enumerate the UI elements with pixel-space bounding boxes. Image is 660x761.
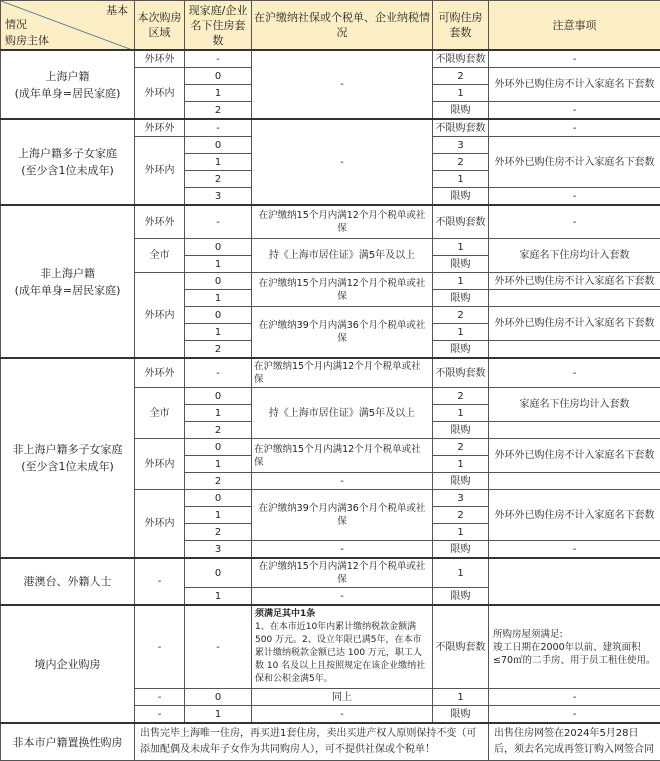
subject-line: (至少含1位未成年) — [3, 458, 132, 475]
header-subject: 购房主体 — [5, 33, 49, 48]
notes-cell: - — [489, 119, 660, 137]
area-cell: 外环内 — [135, 137, 185, 206]
allowed-cell: 不限购套数 — [433, 119, 489, 137]
allowed-cell: 限购 — [433, 341, 489, 359]
allowed-cell: 限购 — [433, 422, 489, 439]
count-cell: 0 — [185, 689, 252, 706]
allowed-cell: 限购 — [433, 290, 489, 307]
area-cell: 全市 — [135, 239, 185, 273]
allowed-cell: 1 — [433, 171, 489, 188]
count-cell: 1 — [185, 507, 252, 524]
table-row — [1, 605, 660, 689]
count-cell: 1 — [185, 154, 252, 171]
area-cell: - — [135, 689, 185, 706]
tax-cell: - — [252, 588, 433, 606]
requirements-body: 1、在本市近10年内累计缴纳税款金额满 500 万元。2、设立年限已满5年，在本市累计缴纳税款金额已达 100 万元，职工人数 10 名及以上且按照规定在该企业缴纳社保和公积金满5年。 — [255, 622, 425, 684]
tax-cell: - — [252, 119, 433, 205]
allowed-cell: 2 — [433, 154, 489, 171]
count-cell: 1 — [185, 85, 252, 102]
allowed-cell: 1 — [433, 239, 489, 256]
allowed-cell: 限购 — [433, 706, 489, 724]
count-cell: 1 — [185, 456, 252, 473]
allowed-cell: 1 — [433, 405, 489, 422]
count-cell: - — [185, 205, 252, 239]
count-cell: 2 — [185, 341, 252, 359]
count-cell: 1 — [185, 405, 252, 422]
tax-cell: 持《上海市居住证》满5年及以上 — [252, 388, 433, 439]
count-cell: - — [185, 119, 252, 137]
count-cell: 0 — [185, 558, 252, 588]
subject-line: (成年单身=居民家庭) — [3, 282, 132, 299]
allowed-cell: 1 — [433, 456, 489, 473]
count-cell: 2 — [185, 102, 252, 120]
replacement-notes: 出售住房网签在2024年5月28日后，须去名完成再签订购入网签合同 — [489, 723, 660, 761]
allowed-cell: 限购 — [433, 188, 489, 206]
table-row — [1, 205, 660, 239]
notes-cell: 家庭名下住房均计入套数 — [489, 388, 660, 422]
allowed-cell: 3 — [433, 137, 489, 154]
notes-cell: 外环外已购住房不计入家庭名下套数 — [489, 307, 660, 341]
allowed-cell: 2 — [433, 439, 489, 456]
notes-cell-empty — [489, 341, 660, 359]
table-row — [1, 50, 660, 68]
tax-cell: 在沪缴纳15个月内满12个月个税单或社保 — [252, 439, 433, 473]
header-notes: 注意事项 — [489, 1, 660, 51]
table-row — [1, 558, 660, 588]
notes-cell: - — [489, 188, 660, 206]
tax-cell: - — [252, 541, 433, 559]
area-cell: - — [135, 605, 185, 689]
count-cell: 3 — [185, 188, 252, 206]
allowed-cell: 1 — [433, 85, 489, 102]
allowed-cell: 1 — [433, 524, 489, 541]
area-cell: - — [135, 558, 185, 605]
tax-cell: 在沪缴纳15个月内满12个月个税单或社保 — [252, 558, 433, 588]
count-cell: - — [185, 358, 252, 388]
allowed-cell: 限购 — [433, 541, 489, 559]
count-cell: 0 — [185, 388, 252, 405]
count-cell: 3 — [185, 541, 252, 559]
notes-cell: - — [489, 541, 660, 559]
count-cell: 2 — [185, 473, 252, 490]
count-cell: 0 — [185, 273, 252, 290]
notes-cell: 外环外已购住房不计入家庭名下套数 — [489, 68, 660, 102]
allowed-cell: 2 — [433, 68, 489, 85]
count-cell: 0 — [185, 137, 252, 154]
header-situation: 情况 — [5, 17, 27, 32]
notes-cell: 外环外已购住房不计入家庭名下套数 — [489, 273, 660, 290]
area-cell: 全市 — [135, 388, 185, 439]
count-cell: - — [185, 605, 252, 689]
subject-non-sh — [1, 205, 135, 358]
replacement-description: 出售完毕上海唯一住房，再买进1套住房，卖出买进产权人原则保持不变（可添加配偶及未成年子女作为共同购房人），可不提供社保或个税单！ — [135, 723, 489, 761]
header-row — [1, 1, 660, 51]
header-basic: 基本 — [106, 3, 128, 18]
subject-line: 非上海户籍多子女家庭 — [3, 441, 132, 458]
header-count: 现家庭/企业名下住房套数 — [185, 1, 252, 51]
allowed-cell: 限购 — [433, 588, 489, 606]
count-cell: 0 — [185, 307, 252, 324]
subject-hk-macao-taiwan-foreign: 港澳台、外籍人士 — [1, 558, 135, 605]
subject-domestic-enterprise: 境内企业购房 — [1, 605, 135, 723]
notes-cell-empty — [489, 422, 660, 439]
notes-cell: - — [489, 689, 660, 706]
header-tax: 在沪缴纳社保或个税单、企业纳税情况 — [252, 1, 433, 51]
notes-cell: - — [489, 102, 660, 120]
allowed-cell: 限购 — [433, 256, 489, 273]
requirements-title: 须满足其中1条 — [255, 609, 315, 619]
count-cell: 0 — [185, 239, 252, 256]
header-allowed: 可购住房套数 — [433, 1, 489, 51]
notes-cell: - — [489, 50, 660, 68]
notes-cell-empty — [489, 290, 660, 307]
area-cell: 外环内 — [135, 273, 185, 359]
allowed-cell: 不限购套数 — [433, 205, 489, 239]
tax-cell: 在沪缴纳15个月内满12个月个税单或社保 — [252, 358, 433, 388]
count-cell: 1 — [185, 588, 252, 606]
notes-cell: - — [489, 358, 660, 388]
table-row — [1, 119, 660, 137]
count-cell: 2 — [185, 171, 252, 188]
count-cell: - — [185, 50, 252, 68]
tax-cell: 在沪缴纳15个月内满12个月个税单或社保 — [252, 205, 433, 239]
notes-cell: 外环外已购住房不计入家庭名下套数 — [489, 137, 660, 188]
allowed-cell: 不限购套数 — [433, 50, 489, 68]
subject-non-sh-multichild — [1, 358, 135, 558]
tax-cell: - — [252, 473, 433, 490]
notes-cell: 外环外已购住房不计入家庭名下套数 — [489, 439, 660, 473]
area-cell: 外环外 — [135, 358, 185, 388]
notes-cell: - — [489, 205, 660, 239]
area-cell: 外环外 — [135, 205, 185, 239]
count-cell: 0 — [185, 68, 252, 85]
count-cell: 2 — [185, 422, 252, 439]
tax-cell: - — [252, 706, 433, 724]
subject-sh-hukou — [1, 50, 135, 119]
allowed-cell: 1 — [433, 689, 489, 706]
area-cell: 外环内 — [135, 490, 185, 559]
table-row — [1, 723, 660, 761]
notes-cell: 家庭名下住房均计入套数 — [489, 239, 660, 273]
notes-body: 竣工日期在2000年以前、建筑面积≤70㎡的二手房、用于员工租住使用。 — [493, 641, 656, 667]
allowed-cell: 不限购套数 — [433, 605, 489, 689]
allowed-cell: 1 — [433, 273, 489, 290]
count-cell: 1 — [185, 290, 252, 307]
area-cell: 外环外 — [135, 119, 185, 137]
count-cell: 1 — [185, 324, 252, 341]
subject-line: (成年单身=居民家庭) — [3, 85, 132, 102]
area-cell: 外环外 — [135, 50, 185, 68]
allowed-cell: 2 — [433, 388, 489, 405]
notes-title: 所购房屋须满足: — [493, 628, 656, 641]
allowed-cell: 限购 — [433, 473, 489, 490]
subject-non-local-replacement: 非本市户籍置换性购房 — [1, 723, 135, 761]
subject-line: (至少含1位未成年) — [3, 162, 132, 179]
subject-line: 非上海户籍 — [3, 265, 132, 282]
notes-cell-empty — [489, 558, 660, 605]
area-cell: - — [135, 706, 185, 724]
tax-cell: 持《上海市居住证》满5年及以上 — [252, 239, 433, 273]
allowed-cell: 2 — [433, 307, 489, 324]
count-cell: 1 — [185, 706, 252, 724]
allowed-cell: 1 — [433, 558, 489, 588]
header-diagonal-cell — [1, 1, 135, 51]
notes-cell-requirements — [489, 605, 660, 689]
table-row — [1, 358, 660, 388]
tax-cell-requirements — [252, 605, 433, 689]
allowed-cell: 3 — [433, 490, 489, 507]
subject-sh-multichild — [1, 119, 135, 205]
tax-cell: 同上 — [252, 689, 433, 706]
subject-line: 上海户籍 — [3, 68, 132, 85]
notes-cell: - — [489, 706, 660, 724]
notes-cell-empty — [489, 473, 660, 490]
subject-line: 上海户籍多子女家庭 — [3, 145, 132, 162]
tax-cell: 在沪缴纳39个月内满36个月个税单或社保 — [252, 307, 433, 359]
count-cell: 0 — [185, 490, 252, 507]
area-cell: 外环内 — [135, 439, 185, 490]
header-area: 本次购房区域 — [135, 1, 185, 51]
allowed-cell: 限购 — [433, 102, 489, 120]
tax-cell: 在沪缴纳39个月内满36个月个税单或社保 — [252, 490, 433, 541]
tax-cell: 在沪缴纳15个月内满12个月个税单或社保 — [252, 273, 433, 307]
allowed-cell: 不限购套数 — [433, 358, 489, 388]
allowed-cell: 2 — [433, 507, 489, 524]
tax-cell: - — [252, 50, 433, 119]
notes-cell: 外环外已购住房不计入家庭名下套数 — [489, 490, 660, 541]
area-cell: 外环内 — [135, 68, 185, 120]
count-cell: 1 — [185, 256, 252, 273]
allowed-cell: 1 — [433, 324, 489, 341]
count-cell: 0 — [185, 439, 252, 456]
count-cell: 2 — [185, 524, 252, 541]
